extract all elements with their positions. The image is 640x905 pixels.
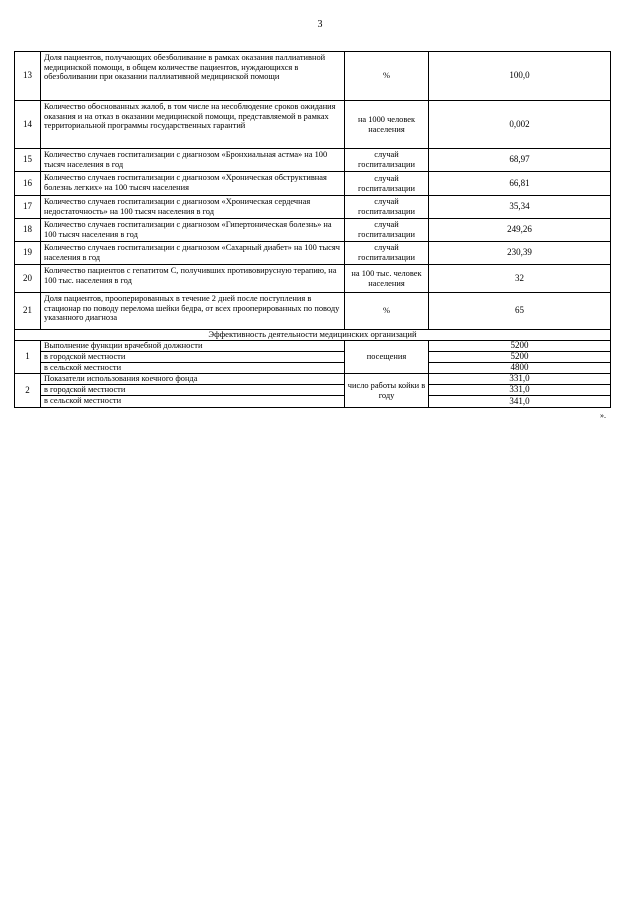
row-value: 32 xyxy=(429,265,611,293)
group-item-label: Показатели использования коечного фонда xyxy=(41,374,345,385)
row-description: Доля пациентов, получающих обезболивание в рамках оказания паллиативной медицинской помощи, в общем количестве пациентов, нуждающихся в обезболивании при оказании паллиативной медицинской помощи xyxy=(41,52,345,101)
row-description: Количество случаев госпитализации с диагнозом «Бронхиальная астма» на 100 тысяч населения в год xyxy=(41,149,345,172)
row-value: 0,002 xyxy=(429,101,611,149)
page-number: 3 xyxy=(317,19,323,30)
row-unit: на 1000 человек населения xyxy=(345,101,429,149)
group-item-value: 5200 xyxy=(429,341,611,352)
row-unit: случай госпитализации xyxy=(345,196,429,219)
row-unit: случай госпитализации xyxy=(345,242,429,265)
row-value: 68,97 xyxy=(429,149,611,172)
row-description: Количество случаев госпитализации с диагнозом «Гипертоническая болезнь» на 100 тысяч населения в год xyxy=(41,219,345,242)
row-unit: % xyxy=(345,293,429,330)
group-item-label: в сельской местности xyxy=(41,396,345,408)
row-unit: случай госпитализации xyxy=(345,219,429,242)
row-description: Количество обоснованных жалоб, в том числе на несоблюдение сроков ожидания оказания и на отказ в оказании медицинской помощи, представляемой в рамках территориальной программы государственных гарантий xyxy=(41,101,345,149)
row-number: 14 xyxy=(15,101,41,149)
group-unit: число работы койки в году xyxy=(345,374,429,408)
row-number: 16 xyxy=(15,172,41,196)
group-item-value: 331,0 xyxy=(429,385,611,396)
row-description: Доля пациентов, прооперированных в течение 2 дней после поступления в стационар по поводу перелома шейки бедра, от всех прооперированных по поводу указанного диагноза xyxy=(41,293,345,330)
row-description: Количество пациентов с гепатитом С, получивших противовирусную терапию, на 100 тыс. населения в год xyxy=(41,265,345,293)
row-value: 35,34 xyxy=(429,196,611,219)
row-description: Количество случаев госпитализации с диагнозом «Хроническая обструктивная болезнь легких» на 100 тысяч населения xyxy=(41,172,345,196)
row-unit: случай госпитализации xyxy=(345,172,429,196)
row-value: 100,0 xyxy=(429,52,611,101)
row-number: 13 xyxy=(15,52,41,101)
group-item-label: Выполнение функции врачебной должности xyxy=(41,341,345,352)
row-number: 15 xyxy=(15,149,41,172)
row-number: 17 xyxy=(15,196,41,219)
row-value: 66,81 xyxy=(429,172,611,196)
row-description: Количество случаев госпитализации с диагнозом «Сахарный диабет» на 100 тысяч населения в год xyxy=(41,242,345,265)
row-unit: случай госпитализации xyxy=(345,149,429,172)
group-item-label: в городской местности xyxy=(41,352,345,363)
section-title: Эффективность деятельности медицинских организаций xyxy=(15,330,611,341)
group-item-value: 5200 xyxy=(429,352,611,363)
group-number: 2 xyxy=(15,374,41,408)
row-value: 65 xyxy=(429,293,611,330)
group-item-label: в сельской местности xyxy=(41,363,345,374)
group-item-value: 4800 xyxy=(429,363,611,374)
row-value: 249,26 xyxy=(429,219,611,242)
closing-quote-mark: ». xyxy=(600,411,606,420)
row-number: 21 xyxy=(15,293,41,330)
row-unit: на 100 тыс. человек населения xyxy=(345,265,429,293)
row-number: 18 xyxy=(15,219,41,242)
row-unit: % xyxy=(345,52,429,101)
group-item-value: 331,0 xyxy=(429,374,611,385)
row-number: 19 xyxy=(15,242,41,265)
indicators-table xyxy=(14,51,611,408)
group-number: 1 xyxy=(15,341,41,374)
group-unit: посещения xyxy=(345,341,429,374)
row-value: 230,39 xyxy=(429,242,611,265)
group-item-value: 341,0 xyxy=(429,396,611,408)
row-description: Количество случаев госпитализации с диагнозом «Хроническая сердечная недостаточность» на 100 тысяч населения в год xyxy=(41,196,345,219)
group-item-label: в городской местности xyxy=(41,385,345,396)
row-number: 20 xyxy=(15,265,41,293)
